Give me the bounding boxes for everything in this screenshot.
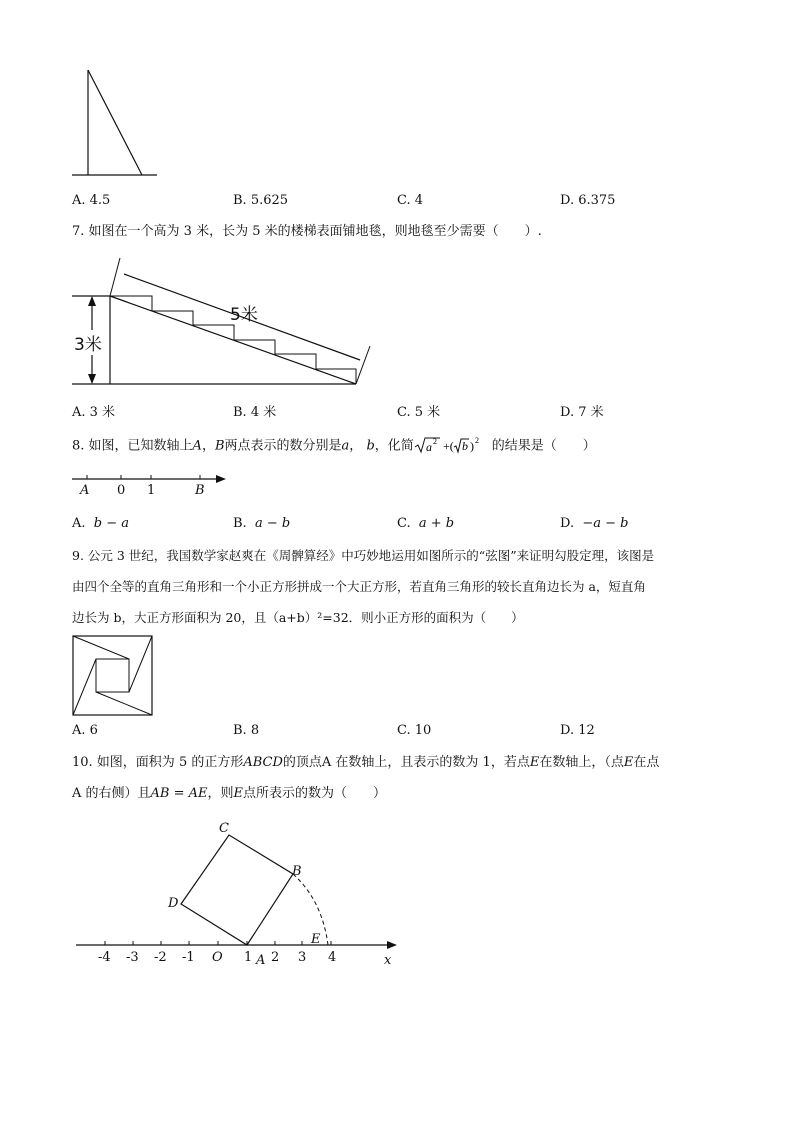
q8-text-3: ，化简 — [374, 438, 414, 454]
svg-text:2: 2 — [474, 436, 479, 445]
q8-line-label-a: A — [80, 483, 90, 498]
q8-option-c: C. a + b — [397, 516, 455, 531]
q10-tick-label: -2 — [154, 950, 167, 965]
svg-text:+(: +( — [442, 439, 454, 453]
q6-option-a: A. 4.5 — [72, 193, 111, 208]
q10-origin-label: O — [212, 950, 223, 965]
q8-option-d: D. −a − b — [560, 516, 629, 531]
svg-text:a: a — [425, 440, 432, 454]
q10-tick-label: 4 — [328, 950, 337, 965]
svg-text:b: b — [461, 439, 468, 453]
q9-option-a: A. 6 — [72, 723, 98, 738]
q10-vertex-a: A — [256, 953, 266, 968]
q10-vertex-b: B — [292, 864, 302, 879]
q8-option-b: B. a − b — [233, 516, 291, 531]
q7-option-d: D. 7 米 — [560, 405, 604, 420]
q8-line-label-b: B — [195, 483, 205, 498]
q10-line-1: 10. 如图，面积为 5 的正方形ABCD的顶点A 在数轴上，且表示的数为 1，若点E在数轴上，（点E在点 — [72, 755, 660, 770]
q8-option-a: A. b − a — [72, 516, 130, 531]
q8-text-1: 8. 如图，已知数轴上 — [72, 438, 193, 454]
q6-option-d: D. 6.375 — [560, 193, 616, 208]
q9-line-2: 由四个全等的直角三角形和一个小正方形拼成一个大正方形，若直角三角形的较长直角边长为 a，短直角 — [72, 579, 646, 594]
q10-tick-label: -4 — [98, 950, 111, 965]
q8-text-2: 两点表示的数分别是 — [224, 438, 342, 454]
q8-line-label-1: 1 — [147, 483, 156, 498]
q6-option-b: B. 5.625 — [233, 193, 289, 208]
q10-vertex-d: D — [168, 896, 179, 911]
q7-option-c: C. 5 米 — [397, 405, 441, 420]
q7-question: 7. 如图在一个高为 3 米，长为 5 米的楼梯表面铺地毯，则地毯至少需要（ ）. — [72, 224, 542, 239]
q10-tick-label: 3 — [298, 950, 307, 965]
q9-option-d: D. 12 — [560, 723, 595, 738]
q7-option-a: A. 3 米 — [72, 405, 116, 420]
q10-tick-label: 2 — [271, 950, 280, 965]
q9-line-1: 9. 公元 3 世纪，我国数学家赵爽在《周髀算经》中巧妙地运用如图所示的“弦图”来证明勾股定理，该图是 — [72, 548, 655, 563]
q8-var-a: a — [341, 438, 350, 454]
q8-question: 8. 如图，已知数轴上A，B两点表示的数分别是a， b，化简 a 2 +( b ) 2 的结果是（ ） — [72, 436, 596, 454]
q10-tick-label: -3 — [126, 950, 139, 965]
q6-option-c: C. 4 — [397, 193, 424, 208]
q9-line-3: 边长为 b，大正方形面积为 20，且（a+b）²=32．则小正方形的面积为（ ） — [72, 610, 524, 625]
svg-text:): ) — [469, 439, 474, 453]
q10-point-e: E — [311, 932, 321, 947]
q10-line-2: A 的右侧）且AB = AE，则E点所表示的数为（ ） — [72, 786, 387, 801]
q8-line-label-0: 0 — [117, 483, 126, 498]
q8-var-b: b — [366, 438, 375, 454]
q8-point-b: B — [214, 438, 225, 454]
q8-point-a: A — [192, 438, 202, 454]
q9-option-b: B. 8 — [233, 723, 260, 738]
q7-height-label: 3米 — [74, 330, 102, 355]
q10-tick-label: 1 — [244, 950, 253, 965]
q7-length-label: 5米 — [230, 305, 258, 325]
q7-option-b: B. 4 米 — [233, 405, 277, 420]
q9-option-c: C. 10 — [397, 723, 432, 738]
q10-axis-label-x: x — [384, 953, 392, 968]
q10-vertex-c: C — [219, 821, 229, 836]
q8-text-4: 的结果是（ ） — [491, 438, 596, 454]
q10-tick-label: -1 — [182, 950, 195, 965]
svg-text:2: 2 — [432, 437, 437, 446]
